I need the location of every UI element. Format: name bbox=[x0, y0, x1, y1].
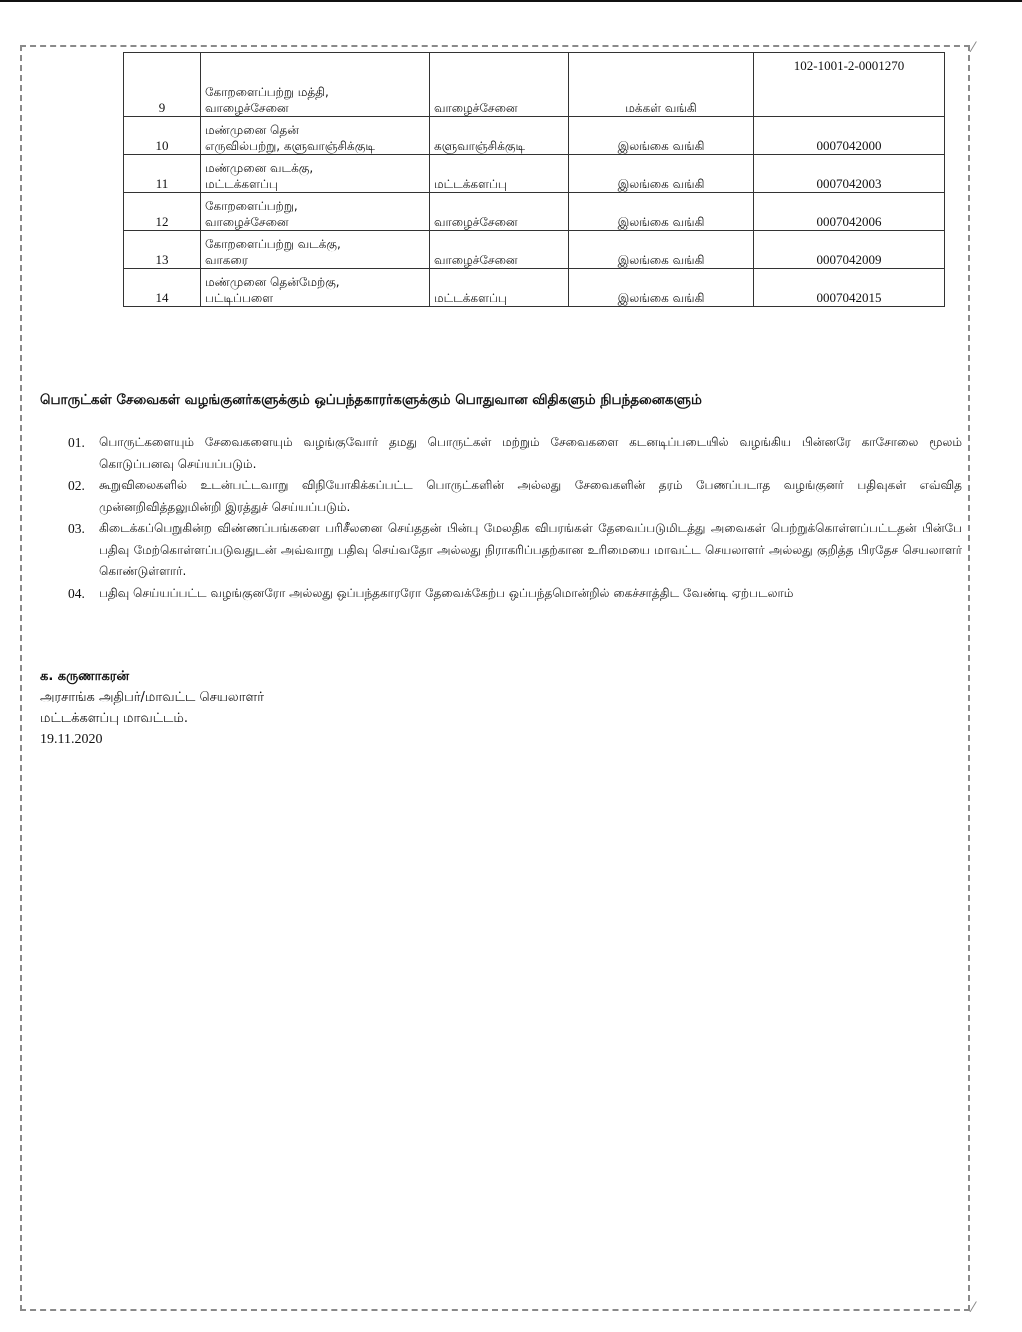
term-number: 01. bbox=[68, 435, 85, 450]
term-number: 02. bbox=[68, 478, 85, 493]
account-number-cell: 0007042003 bbox=[754, 155, 945, 193]
bank-cell: மக்கள் வங்கி bbox=[569, 53, 754, 117]
division-cell bbox=[201, 193, 430, 231]
signatory-name: க. கருணாகரன் bbox=[40, 669, 130, 684]
page-corner-mark-top: ⁄ bbox=[972, 40, 975, 56]
bank-cell: இலங்கை வங்கி bbox=[569, 231, 754, 269]
table-row bbox=[124, 231, 945, 269]
term-text: பொருட்களையும் சேவைகளையும் வழங்குவோர் தமது பொருட்கள் மற்றும் சேவைகளை கடனடிப்படையில் வழங்கிய பின்னரே காசோலை மூலம் கொடுப்பனவு செய்யப்படும். bbox=[99, 435, 962, 471]
division-cell bbox=[201, 53, 430, 117]
bank-cell: இலங்கை வங்கி bbox=[569, 117, 754, 155]
division-name: மண்முனை வடக்கு, மட்டக்களப்பு bbox=[205, 161, 314, 191]
row-number: 12 bbox=[124, 193, 201, 231]
account-number-cell: 0007042000 bbox=[754, 117, 945, 155]
signatory-title: அரசாங்க அதிபர்/மாவட்ட செயலாளர் bbox=[40, 690, 265, 705]
term-text: கிடைக்கப்பெறுகின்ற விண்ணப்பங்களை பரிசீலனை செய்ததன் பின்பு மேலதிக விபரங்கள் தேவைப்படுமிடத்து அவைகள் பெற்றுக்கொள்ளப்பட்டதன் பின்பே பதிவு மேற்கொள்ளப்படுவதுடன் அவ்வாறு பதிவு செய்வதோ அல்லது நிராகரிப்பதற்கான உரிமையை மாவட்ட செயலாளர் அல்லது குறித்த பிரதேச செயலாளர் கொண்டுள்ளார். bbox=[99, 521, 962, 578]
division-name: மண்முனை தென் எருவில்பற்று, களுவாஞ்சிக்குடி bbox=[205, 123, 375, 153]
row-number: 13 bbox=[124, 231, 201, 269]
table-row bbox=[124, 53, 945, 117]
page-corner-mark-bottom: ⁄ bbox=[972, 1300, 975, 1316]
table-row bbox=[124, 155, 945, 193]
bank-accounts-table bbox=[123, 52, 945, 307]
bank-cell: இலங்கை வங்கி bbox=[569, 269, 754, 307]
term-number: 04. bbox=[68, 585, 85, 601]
term-text: கூறுவிலைகளில் உடன்பட்டவாறு விநியோகிக்கப்பட்ட பொருட்களின் அல்லது சேவைகளின் தரம் பேணப்படாத வழங்குனர் பதிவுகள் எவ்வித முன்னறிவித்தலுமின்றி இரத்துச் செய்யப்படும். bbox=[99, 478, 962, 514]
row-number: 14 bbox=[124, 269, 201, 307]
bank-cell: இலங்கை வங்கி bbox=[569, 155, 754, 193]
row-number: 9 bbox=[124, 53, 201, 117]
division-name: கோறளைப்பற்று மத்தி, வாழைச்சேனை bbox=[205, 85, 329, 115]
division-name: மண்முனை தென்மேற்கு, பட்டிப்பளை bbox=[205, 275, 340, 305]
table-row bbox=[124, 193, 945, 231]
location-cell: களுவாஞ்சிக்குடி bbox=[430, 117, 569, 155]
account-number-cell: 0007042009 bbox=[754, 231, 945, 269]
list-item bbox=[68, 583, 962, 605]
division-cell bbox=[201, 269, 430, 307]
terms-list bbox=[68, 432, 962, 604]
division-name: கோறளைப்பற்று, வாழைச்சேனை bbox=[205, 199, 298, 229]
list-item bbox=[68, 475, 962, 518]
account-number-cell: 102-1001-2-0001270 bbox=[754, 53, 945, 117]
list-item bbox=[68, 518, 962, 583]
division-cell bbox=[201, 155, 430, 193]
location-cell: வாழைச்சேனை bbox=[430, 231, 569, 269]
location-cell: வாழைச்சேனை bbox=[430, 53, 569, 117]
location-cell: வாழைச்சேனை bbox=[430, 193, 569, 231]
document-date: 19.11.2020 bbox=[40, 732, 103, 747]
term-text: பதிவு செய்யப்பட்ட வழங்குனரோ அல்லது ஒப்பந்தகாரரோ தேவைக்கேற்ப ஒப்பந்தமொன்றில் கைச்சாத்திட வேண்டி ஏற்படலாம் bbox=[99, 585, 794, 600]
signature-block bbox=[40, 666, 440, 750]
division-cell bbox=[201, 231, 430, 269]
list-item bbox=[68, 432, 962, 475]
division-name: கோறளைப்பற்று வடக்கு, வாகரை bbox=[205, 237, 341, 267]
row-number: 11 bbox=[124, 155, 201, 193]
account-number-cell: 0007042006 bbox=[754, 193, 945, 231]
row-number: 10 bbox=[124, 117, 201, 155]
signatory-office: மட்டக்களப்பு மாவட்டம். bbox=[40, 711, 188, 726]
term-number: 03. bbox=[68, 521, 85, 536]
bank-cell: இலங்கை வங்கி bbox=[569, 193, 754, 231]
top-rule bbox=[0, 0, 1022, 2]
table-row bbox=[124, 117, 945, 155]
location-cell: மட்டக்களப்பு bbox=[430, 269, 569, 307]
account-number-cell: 0007042015 bbox=[754, 269, 945, 307]
location-cell: மட்டக்களப்பு bbox=[430, 155, 569, 193]
section-heading: பொருட்கள் சேவைகள் வழங்குனர்களுக்கும் ஒப்பந்தகாரர்களுக்கும் பொதுவான விதிகளும் நிபந்தனைகளும் bbox=[40, 392, 702, 408]
table-row bbox=[124, 269, 945, 307]
division-cell bbox=[201, 117, 430, 155]
